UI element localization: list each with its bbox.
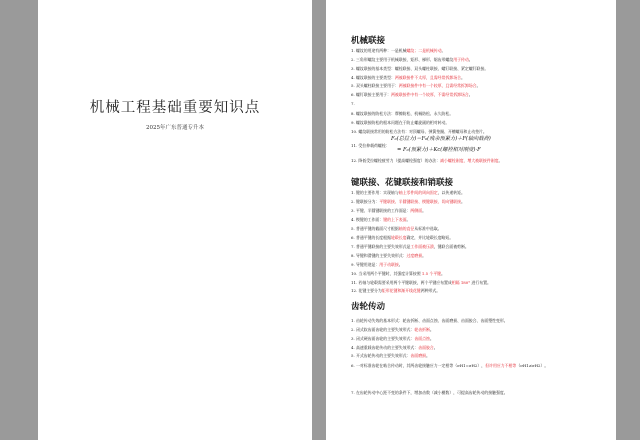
list-item: 11. 受拉伸载荷螺栓：: [351, 143, 390, 148]
highlighted-text: 螺纹；二是机械传动: [406, 48, 442, 53]
highlighted-text: 1.5 个平键: [421, 271, 442, 276]
highlighted-text: 两被联接件中有一个较厚，不需经常拆卸场合: [390, 92, 469, 97]
highlighted-text: 用于动联接: [379, 262, 399, 267]
list-item: 3. 平键、半圆键联接的工作面是：两侧面。: [351, 208, 426, 213]
list-item: 4. 高速重载齿轮传动的主要失效形式：齿面胶合。: [351, 345, 438, 350]
highlighted-text: 两被联接件不太厚，且需经常拆卸场合: [394, 75, 461, 80]
list-item: 8. 螺纹联接的防松方法：摩擦防松、机械防松、永久防松。: [351, 111, 454, 116]
list-item: 10. 当采用两个平键时，其强度计算按照 1.5 个平键。: [351, 271, 445, 276]
list-item: 10. 螺纹联接常用的防松方法有：对顶螺母、弹簧垫圈、开槽螺母和止动垫片。: [351, 129, 487, 134]
document-subtitle: 2025年广东普通专升本: [146, 125, 204, 131]
highlighted-text: 两侧面: [410, 208, 423, 213]
highlighted-text: 用于传动: [453, 57, 469, 62]
highlighted-text: 相隔 180°: [451, 280, 471, 285]
highlighted-text: 过度磨损: [406, 253, 423, 258]
highlighted-text: 轮齿折断: [414, 327, 430, 332]
section-title: 键联接、花键联接和销联接: [351, 178, 454, 188]
list-item: 3. 螺纹联接的基本类型：螺栓联接、双头螺柱联接、螺钉联接、紧定螺钉联接。: [351, 66, 489, 71]
list-item: 6. 一对标准齿轮在啮合传动时，其两齿轮接触应力一定相等（σH1=σH2），但许用应力不相等（σH1≠σH2）。: [351, 363, 549, 368]
list-item: 8. 导键和滑键的主要失效形式：过度磨损。: [351, 253, 426, 258]
cover-page: [38, 0, 312, 440]
list-item: 5. 普通平键的截面尺寸根据轴的直径从标准中选取。: [351, 226, 442, 231]
highlighted-text: 键的上下表面: [383, 217, 407, 222]
highlighted-text: 矩形花键和渐开线花键: [381, 288, 421, 293]
list-item: 6. 普通平键的长度根据轮毂长度确定，并比轮毂长度略短。: [351, 235, 454, 240]
list-item: 7.: [351, 101, 355, 106]
list-item: 1. 键的主要作用：实现轴与轴上零件间的周向固定，以传递转矩。: [351, 190, 465, 195]
list-item: 9. 螺纹联接防松的根本问题在于防止螺旋副的相对转动。: [351, 120, 450, 125]
list-item: 7. 普通平键联接的主要失效形式是工作面被压溃，键联合面被剪断。: [351, 244, 469, 249]
list-item: 5. 双头螺柱联接主要用于：两被联接件中有一个较厚，且需经常拆卸场合。: [351, 83, 481, 88]
list-item: 2. 三角形螺纹主要用于机械联接，矩形、梯形、锯齿形螺纹用于传动。: [351, 57, 473, 62]
content-page: [326, 0, 616, 440]
list-item: 7. 在齿轮传动中心距不变的条件下，增加齿数（减小模数），可提高齿轮传动的接触强度。: [351, 390, 508, 395]
highlighted-text: 工作面被压溃: [410, 244, 434, 249]
list-item: 12. 花键主要分为矩形花键和渐开线花键两种形式。: [351, 288, 441, 293]
highlighted-text: 轴上零件间的周向固定: [398, 190, 438, 195]
highlighted-text: 齿面点蚀: [414, 336, 430, 341]
highlighted-text: 齿面磨损: [410, 353, 426, 358]
formula-preload: = F₀(预紧力)＋Kc(螺栓相对刚度)·F: [397, 147, 481, 153]
list-item: 4. 螺纹联接的主要类型：两被联接件不太厚，且需经常拆卸场合。: [351, 75, 465, 80]
list-item: 1. 齿轮传动失效的基本形式：轮齿折断、齿面点蚀、齿面磨损、齿面胶合、齿面塑性变形。: [351, 318, 508, 323]
section-title: 机械联接: [351, 36, 386, 46]
list-item: 2. 闭式软齿面齿轮的主要失效形式：轮齿折断。: [351, 327, 434, 332]
highlighted-text: 两被联接件中有一个较厚，且需经常拆卸场合: [398, 83, 477, 88]
list-item: 2. 键联接分为：平键联接、半圆键联接、楔键联接、切向键联接。: [351, 199, 465, 204]
highlighted-text: 减小螺栓刚度，增大被联接件刚度: [440, 158, 499, 163]
highlighted-text: 但许用应力不相等: [485, 363, 517, 368]
formula-total-tension: F₀(总拉力)＝F₀(残余预紧力)＋F(轴向载荷): [391, 136, 491, 142]
document-title: 机械工程基础重要知识点: [89, 100, 261, 116]
list-item: 6. 螺钉联接主要用于：两被联接件中有一个较厚，不需经常拆卸场合。: [351, 92, 473, 97]
highlighted-text: 齿面胶合: [418, 345, 434, 350]
highlighted-text: 轴的直径: [398, 226, 415, 231]
list-item: 3. 闭式硬齿面齿轮的主要失效形式：齿面点蚀。: [351, 336, 434, 341]
list-item: 4. 楔键的工作面：键的上下表面。: [351, 217, 411, 222]
list-item: 9. 导键用途是：用于动联接。: [351, 262, 403, 267]
highlighted-text: 平键联接、半圆键联接、楔键联接、切向键联接: [379, 199, 461, 204]
list-item: 11. 若轴与轮毂需要采用两个平键联接，两个平键应布置成相隔 180° 进行布置。: [351, 280, 491, 285]
list-item: 1. 螺纹的用途有两种：一是机械螺纹；二是机械传动。: [351, 48, 446, 53]
section-title: 齿轮传动: [351, 302, 386, 312]
highlighted-text: 轮毂长度: [390, 235, 407, 240]
list-item: 12. 降低受拉螺栓疲劳力（提高螺栓强度）的办法：减小螺栓刚度，增大被联接件刚度。: [351, 158, 503, 163]
list-item: 5. 开式齿轮传动的主要失效形式：齿面磨损。: [351, 353, 430, 358]
